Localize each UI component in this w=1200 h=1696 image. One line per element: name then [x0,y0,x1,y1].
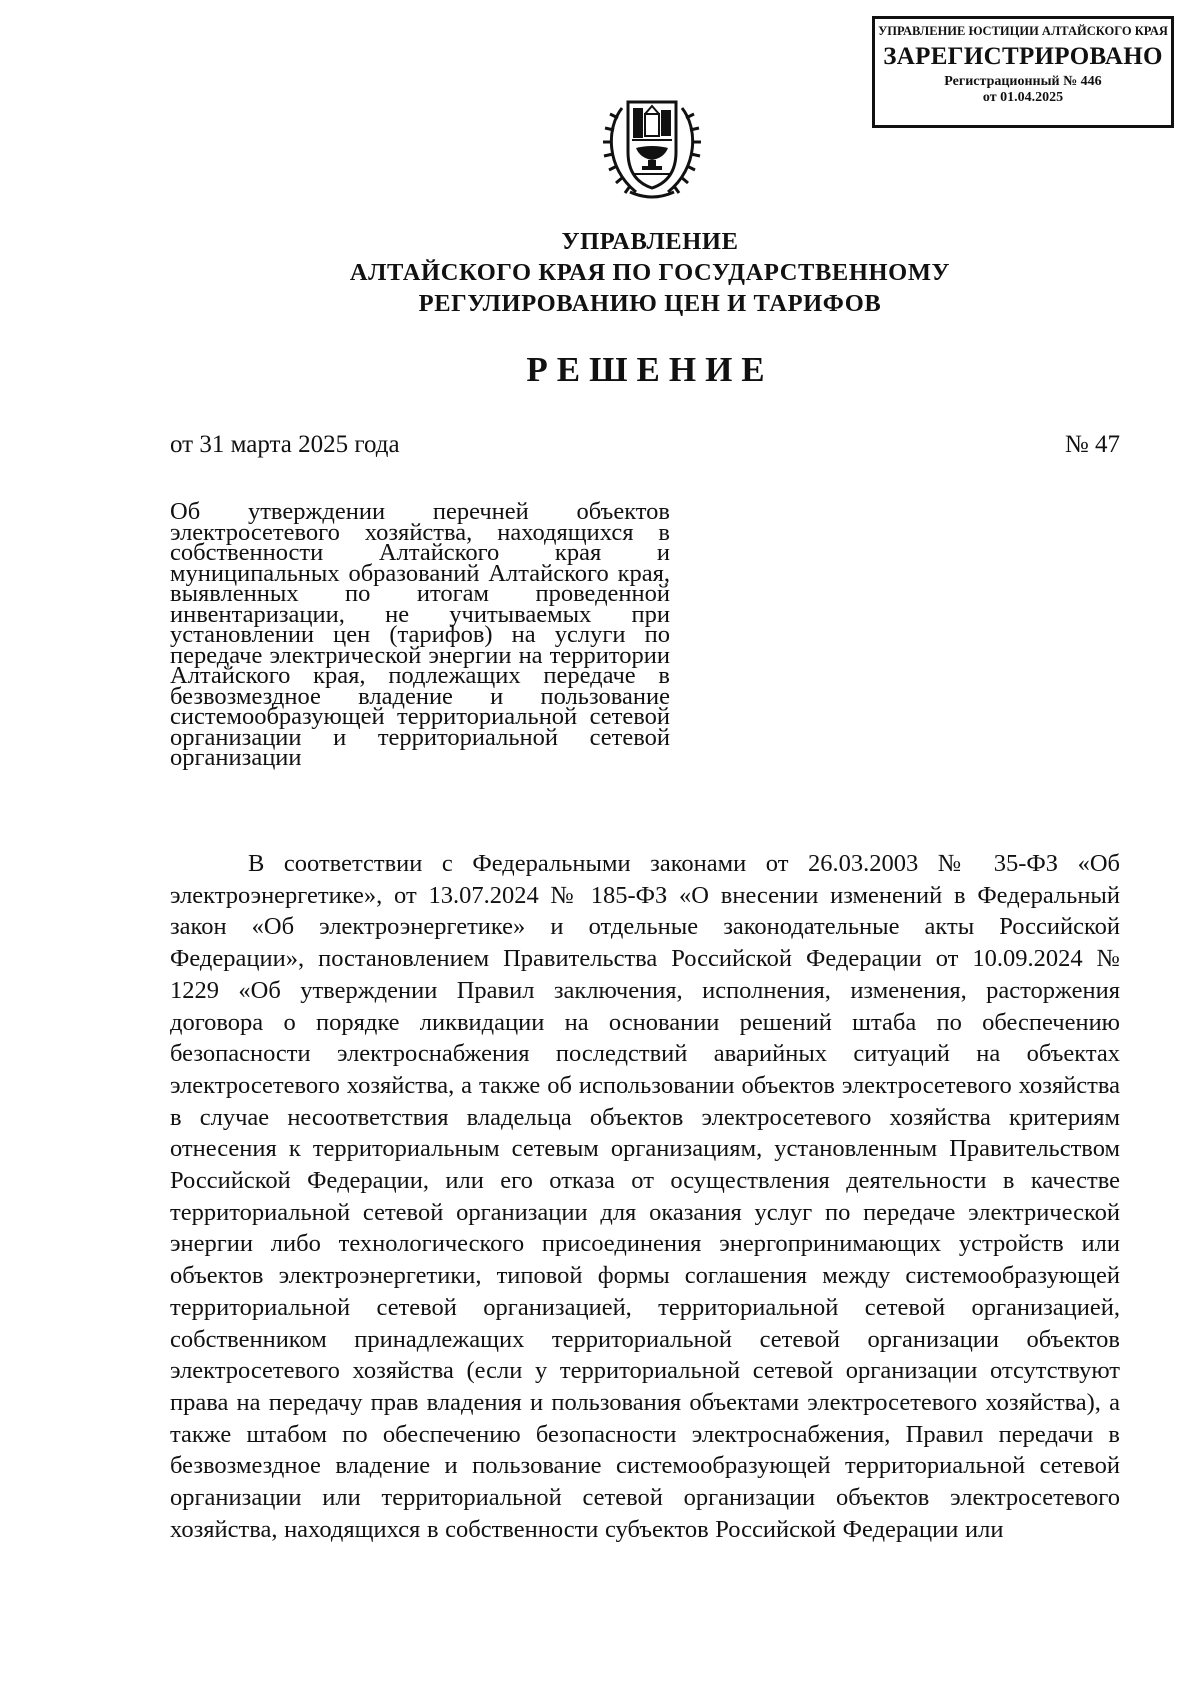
document-date: от 31 марта 2025 года [170,431,400,458]
document-type-heading: РЕШЕНИЕ [526,350,774,389]
document-subject: Об утверждении перечней объектов электросетевого хозяйства, находящихся в собственности Алтайского края и муниципальных образований Алтайского края, выявленных по итогам проведенной инвентаризации, не учитываемых при установлении цен (тарифов) на услуги по передаче электрической энергии на территории Алтайского края, подлежащих передаче в безвозмездное владение и пользование системообразующей территориальной сетевой организации и территориальной сетевой организации [170,498,670,771]
agency-name-line-1: УПРАВЛЕНИЕ [561,228,739,255]
stamp-organization: УПРАВЛЕНИЕ ЮСТИЦИИ АЛТАЙСКОГО КРАЯ [878,24,1168,38]
agency-name [200,226,1100,319]
agency-name-line-3: РЕГУЛИРОВАНИЮ ЦЕН И ТАРИФОВ [418,290,882,317]
document-number: № 47 [1064,431,1120,458]
document-body-paragraph: В соответствии с Федеральными законами от 26.03.2003 № 35-ФЗ «Об электроэнергетике», от 13.07.2024 № 185-ФЗ «О внесении изменений в Федеральный закон «Об электроэнергетике» и отдельные законодательные акты Российской Федерации», постановлением Правительства Российской Федерации от 10.09.2024 № 1229 «Об утверждении Правил заключения, исполнения, изменения, расторжения договора о порядке ликвидации на основании решений штаба по обеспечению безопасности электроснабжения последствий аварийных ситуаций на объектах электросетевого хозяйства, а также об использовании объектов электросетевого хозяйства в случае несоответствия владельца объектов электросетевого хозяйства критериям отнесения к территориальным сетевым организациям, установленным Правительством Российской Федерации, или его отказа от осуществления деятельности в качестве территориальной сетевой организации для оказания услуг по передаче электрической энергии либо технологического присоединения энергопринимающих устройств или объектов электроэнергетики, типовой формы соглашения между системообразующей территориальной сетевой организацией, территориальной сетевой организацией, собственником принадлежащих территориальной сетевой организации объектов электросетевого хозяйства (если у территориальной сетевой организации отсутствуют права на передачу прав владения и пользования объектами электросетевого хозяйства), а также штабом по обеспечению безопасности электроснабжения, Правил передачи в безвозмездное владение и пользование системообразующей территориальной сетевой организации или территориальной сетевой организации объектов электросетевого хозяйства, находящихся в собственности субъектов Российской Федерации или [170,850,1120,1543]
stamp-status: ЗАРЕГИСТРИРОВАНО [883,43,1163,70]
coat-of-arms-icon [600,88,704,206]
stamp-registration-number: Регистрационный № 446 [944,74,1102,89]
registration-stamp [872,16,1174,128]
agency-name-line-2: АЛТАЙСКОГО КРАЯ ПО ГОСУДАРСТВЕННОМУ [349,259,951,286]
stamp-date: от 01.04.2025 [982,90,1064,105]
